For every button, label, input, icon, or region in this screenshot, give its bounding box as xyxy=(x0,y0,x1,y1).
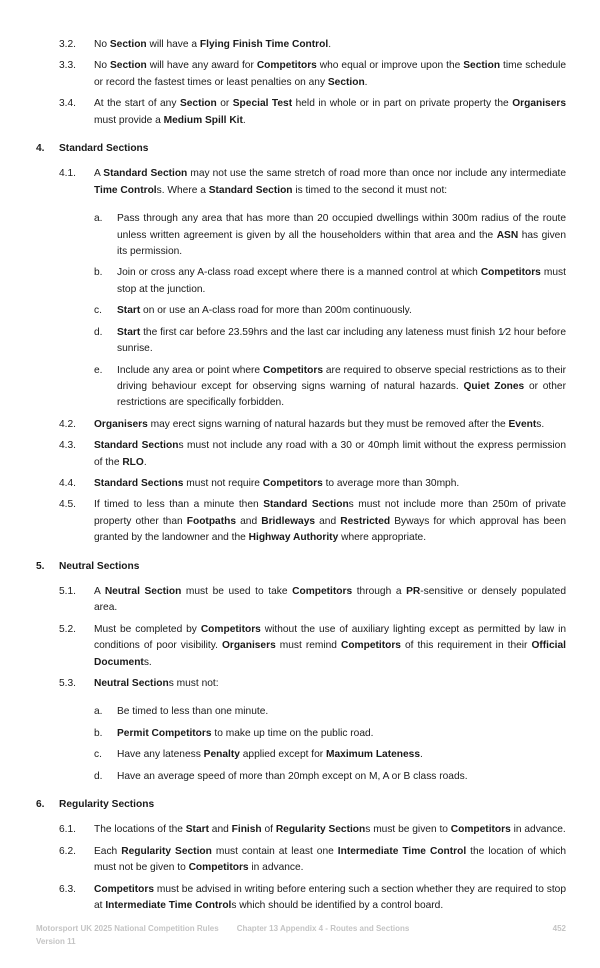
defined-term: Organisers xyxy=(512,98,566,110)
text-run: may not use the same stretch of road more than once nor include any intermediate xyxy=(187,168,566,180)
page-footer xyxy=(36,922,566,948)
clause-text xyxy=(94,96,566,129)
defined-term: Competitors xyxy=(262,364,323,376)
text-run: -sensitive or densely populated area. xyxy=(94,585,566,614)
list-item xyxy=(36,747,566,763)
clause xyxy=(36,58,566,91)
text-run: . xyxy=(364,76,368,88)
text-run: to average more than 30mph. xyxy=(322,477,460,489)
clause-number: c. xyxy=(94,305,102,317)
clause-number: 5.2. xyxy=(59,623,76,635)
clause-text xyxy=(94,166,566,199)
defined-term: Section xyxy=(109,39,147,50)
defined-term: Start xyxy=(117,326,141,338)
defined-term: Competitors xyxy=(94,883,154,895)
defined-term: Competitors xyxy=(256,60,317,72)
text-run: No xyxy=(94,60,110,72)
clause-number: d. xyxy=(94,326,103,338)
text-run: of xyxy=(261,824,276,836)
text-run: A xyxy=(94,168,104,180)
clause-text xyxy=(94,622,566,671)
text-run: . xyxy=(143,456,147,468)
text-run: Must be completed by xyxy=(94,623,201,635)
clause-text xyxy=(59,797,566,813)
section-heading xyxy=(36,797,566,813)
text-run: applied except for xyxy=(239,749,326,761)
defined-term: Standard Section xyxy=(94,440,179,452)
defined-term: Competitors xyxy=(262,477,323,489)
clause xyxy=(36,37,566,53)
defined-term: Standard Section xyxy=(263,499,349,511)
clause xyxy=(36,822,566,838)
clause-text xyxy=(94,676,566,692)
clause-text xyxy=(94,882,566,915)
clause-number: a. xyxy=(94,213,103,225)
clause-number: d. xyxy=(94,770,103,782)
footer-title: Motorsport UK 2025 National Competition Rules xyxy=(36,924,219,934)
document-body xyxy=(36,37,566,914)
clause-number: 4.3. xyxy=(59,440,76,452)
clause-number: 6. xyxy=(36,799,45,811)
text-run: who equal or improve upon the xyxy=(316,60,464,72)
text-run: At the start of any xyxy=(94,98,180,110)
defined-term: Official Document xyxy=(94,640,566,668)
defined-term: Section xyxy=(327,76,365,88)
list-item xyxy=(36,303,566,319)
clause-text xyxy=(117,726,566,742)
text-run: Regularity Sections xyxy=(59,799,155,811)
text-run: s must not: xyxy=(168,678,219,689)
text-run: s. Where a xyxy=(156,184,209,196)
text-run: must be used to take xyxy=(181,585,293,597)
defined-term: Standard Sections xyxy=(94,477,184,489)
defined-term: Permit Competitors xyxy=(117,727,212,739)
list-item xyxy=(36,211,566,260)
text-run: on or use an A-class road for more than 200m continuously. xyxy=(140,305,412,317)
text-run: and xyxy=(236,515,262,527)
text-run: where appropriate. xyxy=(338,532,427,544)
defined-term: Bridleways xyxy=(261,515,316,527)
defined-term: Penalty xyxy=(203,749,240,761)
defined-term: Competitors xyxy=(188,862,249,874)
clause-number: 6.2. xyxy=(59,845,76,857)
defined-term: Standard Section xyxy=(208,184,293,196)
defined-term: Competitors xyxy=(340,640,401,652)
list-item xyxy=(36,325,566,358)
clause xyxy=(36,497,566,546)
text-run: must remind xyxy=(275,640,341,652)
defined-term: Start xyxy=(185,824,209,836)
text-run: A xyxy=(94,585,105,597)
text-run: and xyxy=(315,515,341,527)
text-run: may erect signs warning of natural hazards but they must be removed after the xyxy=(147,418,509,430)
defined-term: Section xyxy=(109,60,147,72)
clause-number: 4.2. xyxy=(59,418,76,430)
defined-term: Section xyxy=(463,60,501,72)
clause-text xyxy=(94,438,566,471)
section-heading xyxy=(36,559,566,575)
text-run: Pass through any area that has more than 20 occupied dwellings within 300m radius of the route unless written agreement is given by all the householders within that area and the xyxy=(117,213,566,241)
defined-term: Competitors xyxy=(450,824,511,836)
defined-term: Competitors xyxy=(292,585,353,597)
text-run: Standard Sections xyxy=(59,143,149,155)
defined-term: Section xyxy=(179,98,217,110)
text-run: must not require xyxy=(183,477,263,489)
clause-number: 4.5. xyxy=(59,499,76,511)
clause-number: 4.4. xyxy=(59,477,76,489)
defined-term: Medium Spill Kit xyxy=(163,114,243,126)
text-run: held in whole or in part on private property the xyxy=(292,98,513,110)
defined-term: Intermediate Time Control xyxy=(105,900,232,912)
defined-term: Event xyxy=(508,418,537,430)
clause-number: 5. xyxy=(36,560,45,572)
clause xyxy=(36,622,566,671)
defined-term: Regularity Section xyxy=(275,824,366,836)
text-run: or other restrictions are specifically forbidden. xyxy=(117,380,566,409)
clause-text xyxy=(117,747,566,763)
text-run: in advance. xyxy=(510,824,566,836)
defined-term: ASN xyxy=(496,229,519,241)
clause-text xyxy=(94,584,566,617)
footer-left xyxy=(36,922,219,948)
defined-term: Quiet Zones xyxy=(463,380,525,392)
text-run: is timed to the second it must not: xyxy=(292,184,448,196)
clause-number: 5.1. xyxy=(59,585,76,597)
defined-term: Intermediate Time Control xyxy=(337,845,467,857)
clause-number: 3.3. xyxy=(59,60,76,72)
clause xyxy=(36,476,566,492)
text-run: without the use of auxiliary lighting except as permitted by law in conditions of poor visibility. xyxy=(94,623,566,652)
clause xyxy=(36,438,566,471)
list-item xyxy=(36,704,566,720)
text-run: Have an average speed of more than 20mph except on M, A or B class roads. xyxy=(117,770,468,782)
text-run: s must not include any road with a 30 or 40mph limit without the express permission of the xyxy=(94,440,566,468)
text-run: . xyxy=(328,39,332,50)
text-run: Have any lateness xyxy=(117,749,204,761)
clause-text xyxy=(94,476,566,492)
defined-term: Special Test xyxy=(232,98,293,110)
defined-term: Flying Finish Time Control xyxy=(199,39,329,50)
text-run: . xyxy=(242,114,246,126)
section-heading xyxy=(36,141,566,157)
text-run: Each xyxy=(94,845,122,857)
text-run: s. xyxy=(536,418,545,430)
text-run: time schedule or record the fastest times or least penalties on any xyxy=(94,60,567,88)
text-run: must provide a xyxy=(94,114,164,126)
text-run: or xyxy=(216,98,233,110)
clause-text xyxy=(117,704,566,720)
defined-term: Competitors xyxy=(480,267,541,279)
text-run: Join or cross any A-class road except where there is a manned control at which xyxy=(117,267,481,279)
clause xyxy=(36,96,566,129)
clause xyxy=(36,882,566,915)
text-run: Neutral Sections xyxy=(59,560,140,572)
clause-text xyxy=(117,265,566,298)
defined-term: Competitors xyxy=(200,623,261,635)
defined-term: Neutral Section xyxy=(104,585,182,597)
clause-number: 6.3. xyxy=(59,883,76,895)
text-run: and xyxy=(208,824,232,836)
clause-text xyxy=(117,211,566,260)
footer-version: Version 11 xyxy=(36,937,76,947)
defined-term: Standard Section xyxy=(103,168,188,180)
clause-text xyxy=(94,58,566,91)
defined-term: Neutral Section xyxy=(94,678,169,689)
text-run: must be advised in writing before entering such a section whether they are required to stop at xyxy=(94,883,566,912)
defined-term: PR xyxy=(406,585,421,597)
clause-text xyxy=(117,363,566,412)
text-run: Include any area or point where xyxy=(117,364,263,376)
text-run: must contain at least one xyxy=(211,845,338,857)
clause-number: b. xyxy=(94,727,103,739)
defined-term: Restricted xyxy=(340,515,391,527)
clause-text xyxy=(94,822,566,838)
clause-number: 6.1. xyxy=(59,824,76,836)
defined-term: RLO xyxy=(122,456,144,468)
defined-term: Organisers xyxy=(94,418,148,430)
clause-number: 3.2. xyxy=(59,39,76,50)
clause xyxy=(36,584,566,617)
clause-text xyxy=(59,141,566,157)
defined-term: Regularity Section xyxy=(121,845,212,857)
text-run: s must be given to xyxy=(365,824,451,836)
text-run: The locations of the xyxy=(94,824,186,836)
defined-term: Organisers xyxy=(221,640,276,652)
text-run: No xyxy=(94,39,110,50)
text-run: must stop at the junction. xyxy=(117,267,566,295)
text-run: s. xyxy=(143,656,152,668)
text-run: in advance. xyxy=(248,862,304,874)
text-run: through a xyxy=(352,585,407,597)
list-item xyxy=(36,265,566,298)
text-run: . xyxy=(420,749,423,761)
clause xyxy=(36,166,566,199)
clause-text xyxy=(117,303,566,319)
text-run: has given its permission. xyxy=(117,229,566,258)
clause-text xyxy=(59,559,566,575)
text-run: Be timed to less than one minute. xyxy=(117,706,269,718)
text-run: will have any award for xyxy=(146,60,257,72)
text-run: s which should be identified by a control board. xyxy=(231,900,444,912)
defined-term: Finish xyxy=(231,824,262,836)
text-run: Byways for which approval has been granted by the landowner and the xyxy=(94,515,566,544)
footer-chapter: Chapter 13 Appendix 4 - Routes and Sections xyxy=(236,924,410,934)
clause-number: 5.3. xyxy=(59,678,76,689)
text-run: If timed to less than a minute then xyxy=(94,499,264,511)
list-item xyxy=(36,363,566,412)
text-run: the first car before 23.59hrs and the last car including any lateness must finish 1⁄2 hour before sunrise. xyxy=(117,326,566,355)
text-run: of this requirement in their xyxy=(400,640,532,652)
clause-number: 4. xyxy=(36,143,45,155)
list-item xyxy=(36,769,566,785)
text-run: are required to observe special restrictions as to their driving behaviour except for observing signs warning of natural hazards. xyxy=(117,364,566,392)
clause-text xyxy=(94,417,566,433)
clause-text xyxy=(117,325,566,358)
text-run: the location of which must not be given to xyxy=(94,845,567,874)
clause-number: e. xyxy=(94,364,103,376)
clause-number: 3.4. xyxy=(59,98,76,110)
defined-term: Start xyxy=(117,305,141,317)
defined-term: Time Control xyxy=(94,184,157,196)
page-number: 452 xyxy=(552,924,566,934)
defined-term: Highway Authority xyxy=(248,532,339,544)
clause-number: c. xyxy=(94,749,102,761)
list-item xyxy=(36,726,566,742)
clause-text xyxy=(94,497,566,546)
clause xyxy=(36,417,566,433)
clause-number: a. xyxy=(94,706,103,718)
text-run: to make up time on the public road. xyxy=(211,727,374,739)
clause-text xyxy=(94,37,566,53)
clause xyxy=(36,676,566,692)
clause-text xyxy=(117,769,566,785)
text-run: s must not include more than 250m of private property other than xyxy=(94,499,566,527)
defined-term: Footpaths xyxy=(186,515,236,527)
text-run: will have a xyxy=(146,39,200,50)
clause-number: b. xyxy=(94,267,103,279)
clause-number: 4.1. xyxy=(59,168,76,180)
defined-term: Maximum Lateness xyxy=(326,749,420,761)
